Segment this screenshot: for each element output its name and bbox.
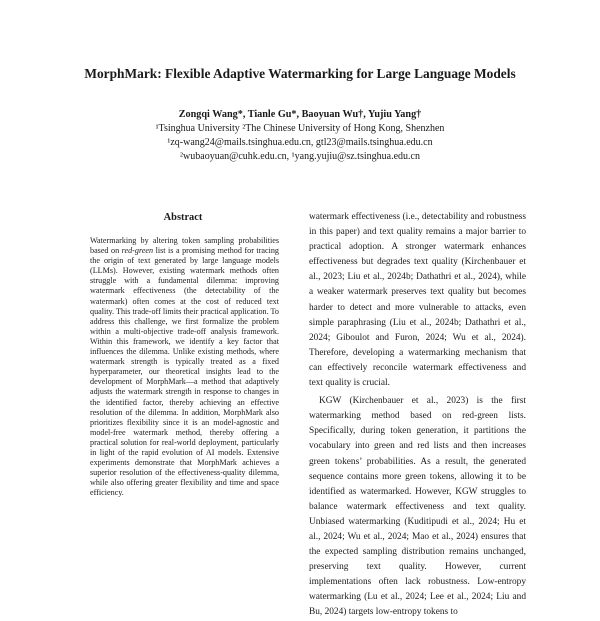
introduction-column <box>309 210 526 618</box>
abstract-emphasis: red-green <box>121 246 154 256</box>
abstract-heading: Abstract <box>163 212 203 223</box>
author-list: Zongqi Wang*, Tianle Gu*, Baoyuan Wu†, Yujiu Yang† <box>178 109 422 120</box>
intro-paragraph-2: KGW (Kirchenbauer et al., 2023) is the first watermarking method based on red-green lists. Specifically, during token generation, it partitions the vocabulary into green and red lists and then increases green tokens’ probabilities. As a result, the generated sequence contains more green tokens, allowing it to be identified as watermarked. However, KGW struggles to balance watermark effectiveness and text quality. Unbiased watermarking (Kuditipudi et al., 2024; Hu et al., 2024; Wu et al., 2024; Mao et al., 2024) ensures that the expected sampling distribution remains unchanged, preserving text quality. However, current implementations often lack robustness. Low-entropy watermarking (Lu et al., 2024; Lee et al., 2024; Liu and Bu, 2024) targets low-entropy tokens to <box>309 396 526 618</box>
affiliations: ¹Tsinghua University ²The Chinese University of Hong Kong, Shenzhen <box>155 123 445 134</box>
abstract-text-part-2: list is a promising method for tracing the origin of text generated by large language models (LLMs). However, existing watermark methods often struggle with a fundamental dilemma: improving watermark effectiveness (the detectability of the watermark) often comes at the cost of reduced text quality. This trade-off limits their practical application. To address this challenge, we first formalize the problem within a multi-objective trade-off analysis framework. Within this framework, we identify a key factor that influences the dilemma. Unlike existing methods, where watermark strength is typically treated as a fixed hyperparameter, our theoretical insights lead to the development of MorphMark—a method that adaptively adjusts the watermark strength in response to changes in the identified factor, thereby achieving an effective resolution of the dilemma. In addition, MorphMark also prioritizes flexibility since it is an model-agnostic and model-free watermark method, thereby offering a practical solution for real-world deployment, particularly in light of the rapid evolution of AI models. Extensive experiments demonstrate that MorphMark achieves a superior resolution of the effectiveness-quality dilemma, while also offering greater flexibility and time and space efficiency. <box>90 246 279 498</box>
abstract-text-part-1: Watermarking by altering token sampling probabilities based on <box>90 236 279 256</box>
paper-title: MorphMark: Flexible Adaptive Watermarking for Large Language Models <box>84 66 516 81</box>
intro-paragraph-1: watermark effectiveness (i.e., detectability and robustness in this paper) and text quality remains a major barrier to practical adoption. A stronger watermark enhances effectiveness but degrades text quality (Kirchenbauer et al., 2023; Liu et al., 2024b; Dathathri et al., 2024), while a weaker watermark preserves text quality but becomes harder to detect and more vulnerable to attacks, even simple paraphrasing (Liu et al., 2024b; Dathathri et al., 2024; Giboulot and Furon, 2024; Wu et al., 2024). Therefore, developing a watermarking mechanism that can effectively reconcile watermark effectiveness and text quality is crucial. <box>309 212 526 389</box>
author-emails-1: ¹zq-wang24@mails.tsinghua.edu.cn, gtl23@mails.tsinghua.edu.cn <box>167 137 433 148</box>
abstract-text <box>90 236 279 596</box>
author-emails-2: ²wubaoyuan@cuhk.edu.cn, ¹yang.yujiu@sz.tsinghua.edu.cn <box>180 151 420 162</box>
